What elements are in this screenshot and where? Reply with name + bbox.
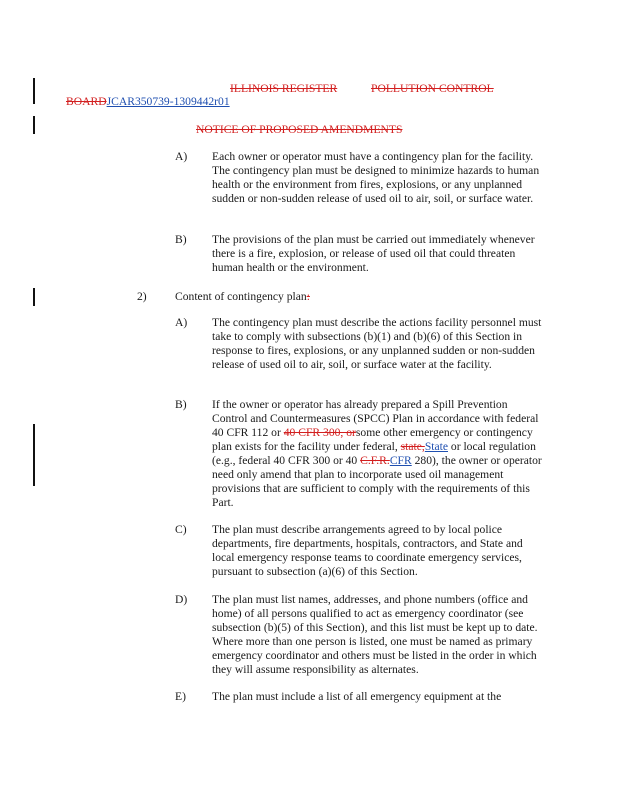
item-label: B) bbox=[175, 398, 187, 411]
item-label: B) bbox=[175, 233, 187, 246]
section-heading bbox=[175, 290, 310, 304]
item-label: A) bbox=[175, 150, 188, 163]
notice-title: NOTICE OF PROPOSED AMENDMENTS bbox=[196, 123, 403, 136]
section-label: 2) bbox=[137, 290, 147, 303]
inserted-text: CFR bbox=[389, 454, 412, 467]
change-bar bbox=[33, 424, 35, 486]
document-code: JCAR350739-1309442r01 bbox=[106, 95, 230, 108]
text-run: or local regulation (e.g., federal 40 CFR 300 or 40 bbox=[212, 440, 536, 467]
item-label: A) bbox=[175, 316, 188, 329]
item-label: D) bbox=[175, 593, 188, 606]
agency-board: BOARD bbox=[66, 95, 107, 108]
deleted-text: 40 CFR 300, or bbox=[283, 426, 356, 439]
text-run: some other emergency or contingency plan exists for the facility under federal, bbox=[212, 426, 533, 453]
paragraph-A2: The contingency plan must describe the actions facility personnel must take to comply with subsections (b)(1) and (b)(6) of this Section in response to fires, explosions, or any unplanned sudden or non-sudden release of used oil to air, soil, or surface water at the facility. bbox=[212, 316, 542, 371]
register-title: ILLINOIS REGISTER bbox=[230, 82, 338, 95]
section-heading-text: Content of contingency plan bbox=[175, 290, 307, 303]
change-bar bbox=[33, 78, 35, 104]
paragraph-E2: The plan must include a list of all emergency equipment at the bbox=[212, 690, 502, 703]
item-label: C) bbox=[175, 523, 187, 536]
deleted-text: C.F.R. bbox=[360, 454, 390, 467]
text-run: If the owner or operator has already prepared a Spill Prevention Control and Countermeasures (SPCC) Plan in accordance with federal 40 CFR 112 or bbox=[212, 398, 539, 439]
paragraph-D2: The plan must list names, addresses, and phone numbers (office and home) of all persons qualified to act as emergency coordinator (see subsection (b)(5) of this Section), and this list must be kept up to date. Where more than one person is listed, one must be named as primary emergency coordinator and others must be listed in the order in which they will assume responsibility as alternates. bbox=[212, 593, 538, 676]
paragraph-C2: The plan must describe arrangements agreed to by local police departments, fire departments, hospitals, contractors, and State and local emergency response teams to coordinate emergency services, pursuant to subsection (a)(6) of this Section. bbox=[212, 523, 523, 578]
paragraph-A1: Each owner or operator must have a contingency plan for the facility. The contingency plan must be designed to minimize hazards to human health or the environment from fires, explosions, or any unplanned sudden or non-sudden release of used oil to air, soil, or surface water. bbox=[212, 150, 540, 205]
text-run: 280), the owner or operator need only amend that plan to incorporate used oil management provisions that are sufficient to comply with the requirements of this Part. bbox=[212, 454, 542, 509]
change-bar bbox=[33, 116, 35, 134]
deleted-colon: : bbox=[306, 290, 310, 303]
item-label: E) bbox=[175, 690, 186, 703]
paragraph-B2 bbox=[212, 398, 542, 510]
header-line-2 bbox=[66, 95, 230, 109]
inserted-text: State bbox=[424, 440, 448, 453]
deleted-text: state, bbox=[400, 440, 425, 453]
change-bar bbox=[33, 288, 35, 306]
agency-name: POLLUTION CONTROL bbox=[371, 82, 494, 95]
paragraph-B1: The provisions of the plan must be carried out immediately whenever there is a fire, explosion, or release of used oil that could threaten human health or the environment. bbox=[212, 233, 535, 274]
